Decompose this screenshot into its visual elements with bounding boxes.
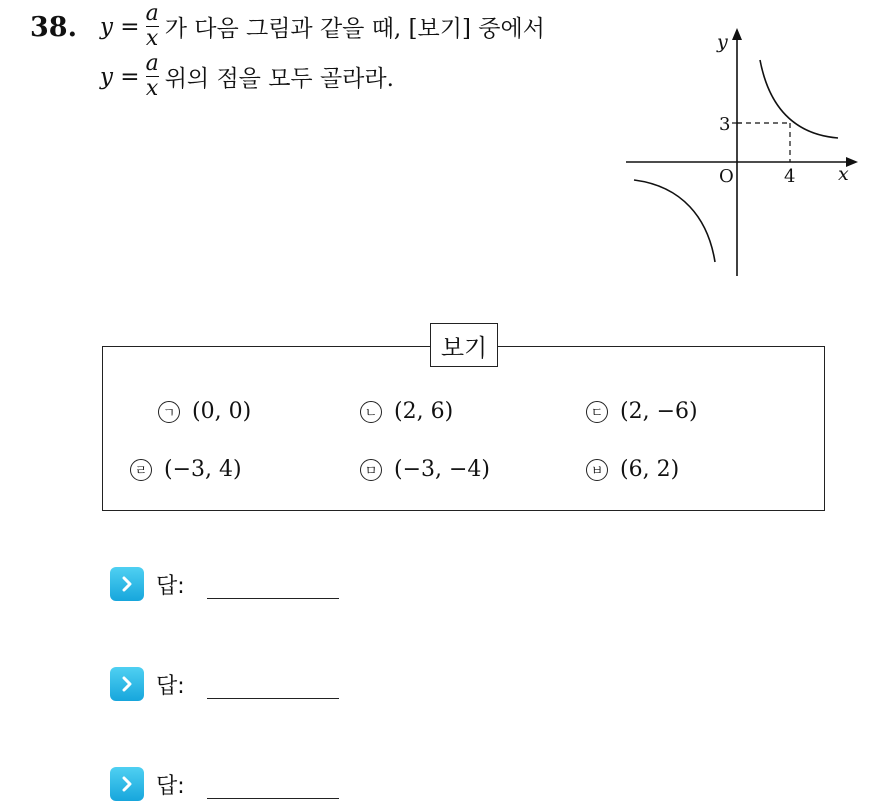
fraction-numerator: a <box>145 51 159 76</box>
x-tick-label: 4 <box>784 166 796 187</box>
answer-blank[interactable] <box>207 797 339 799</box>
chevron-right-icon <box>110 567 144 601</box>
function-lhs: y = <box>100 13 140 40</box>
option-giyeok <box>158 399 251 424</box>
answer-row-2 <box>110 667 339 701</box>
option-point: (2, −6) <box>620 399 698 424</box>
question-number: 38. <box>30 12 77 43</box>
option-rieul <box>130 457 242 482</box>
origin-label: O <box>719 166 734 187</box>
fraction-denominator: x <box>145 26 159 51</box>
y-axis-label: y <box>717 31 728 53</box>
option-bieup <box>586 457 679 482</box>
option-point: (0, 0) <box>192 399 252 424</box>
answer-label: 답: <box>156 773 185 799</box>
curve-first-quadrant <box>760 60 838 138</box>
function-lhs: y = <box>100 63 140 90</box>
fraction-numerator: a <box>145 1 159 26</box>
question-text-2: 위의 점을 모두 골라라. <box>164 66 394 92</box>
option-digeut <box>586 399 698 424</box>
function-fraction <box>145 51 159 101</box>
question-line-1 <box>100 1 545 51</box>
answer-blank[interactable] <box>207 597 339 599</box>
function-fraction <box>145 1 159 51</box>
question-text-1: 가 다음 그림과 같을 때, [보기] 중에서 <box>164 16 545 42</box>
chevron-right-icon <box>110 667 144 701</box>
option-nieun <box>360 399 453 424</box>
answer-label: 답: <box>156 673 185 699</box>
chevron-right-icon <box>110 767 144 801</box>
option-marker: ㅁ <box>360 459 382 481</box>
question-line-2 <box>100 51 394 101</box>
bogi-title: 보기 <box>430 323 498 367</box>
option-marker: ㄹ <box>130 459 152 481</box>
answer-row-1 <box>110 567 339 601</box>
answer-row-3 <box>110 767 339 801</box>
option-point: (−3, 4) <box>164 457 242 482</box>
option-point: (6, 2) <box>620 457 680 482</box>
option-mieum <box>360 457 490 482</box>
curve-third-quadrant <box>634 180 715 262</box>
bogi-box <box>102 346 825 511</box>
hyperbola-graph <box>620 22 865 280</box>
answer-label: 답: <box>156 573 185 599</box>
y-tick-label: 3 <box>719 114 731 135</box>
fraction-denominator: x <box>145 76 159 101</box>
x-axis-label: x <box>838 163 849 185</box>
option-marker: ㄱ <box>158 401 180 423</box>
option-marker: ㅂ <box>586 459 608 481</box>
option-point: (−3, −4) <box>394 457 491 482</box>
option-marker: ㄴ <box>360 401 382 423</box>
answer-blank[interactable] <box>207 697 339 699</box>
y-axis-arrow <box>732 28 742 40</box>
option-point: (2, 6) <box>394 399 454 424</box>
option-marker: ㄷ <box>586 401 608 423</box>
